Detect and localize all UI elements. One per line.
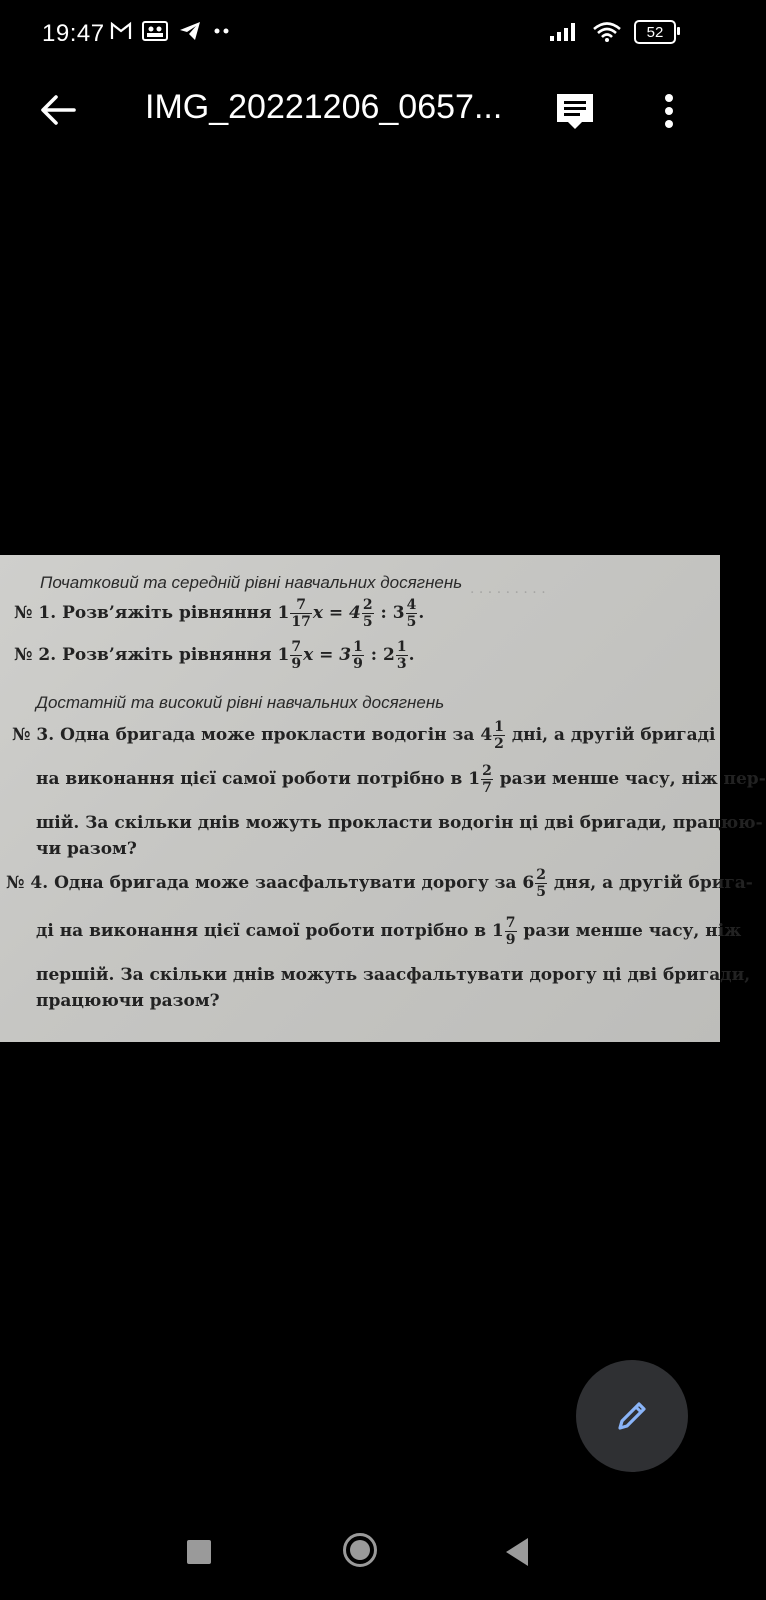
signal-icon bbox=[548, 21, 580, 43]
gmail-icon bbox=[110, 21, 132, 41]
pencil-icon bbox=[612, 1396, 652, 1436]
fraction: $\frac{2}{5}$ bbox=[536, 867, 547, 900]
notification-icons bbox=[110, 20, 232, 42]
arrow-left-icon[interactable] bbox=[36, 88, 80, 132]
nav-back-button[interactable] bbox=[506, 1538, 528, 1566]
telegram-icon bbox=[178, 20, 202, 42]
battery-level: 52 bbox=[646, 23, 664, 41]
comment-icon[interactable] bbox=[552, 88, 598, 134]
fraction: $\frac{2}{5}$ bbox=[362, 597, 373, 630]
status-bar bbox=[0, 0, 720, 70]
problem-3-line-3: шій. За скільки днів можуть прокласти водогін ці дві бригади, працюю- bbox=[36, 813, 763, 833]
status-time: 19:47 bbox=[42, 20, 105, 47]
battery-icon bbox=[634, 20, 676, 44]
section-heading-advanced: Достатній та високий рівні навчальних досягнень bbox=[36, 693, 445, 712]
recents-button[interactable] bbox=[187, 1540, 211, 1564]
problem-2: № 2. Розв’яжіть рівняння 1 $\frac{7}{9}$ x = 3 $\frac{1}{9}$ : 2 $\frac{1}{3}$ . bbox=[14, 639, 415, 672]
fraction: $\frac{4}{5}$ bbox=[406, 597, 417, 630]
group-icon bbox=[142, 20, 168, 42]
home-button[interactable] bbox=[343, 1533, 377, 1567]
problem-3-line-2: на виконання цієї самої роботи потрібно в 1 $\frac{2}{7}$ рази менше часу, ніж пер- bbox=[36, 763, 766, 796]
problem-4-line-4: працюючи разом? bbox=[36, 991, 220, 1011]
fraction: $\frac{7}{17}$ bbox=[291, 597, 311, 630]
section-heading-basic: Початковий та середній рівні навчальних досягнень bbox=[40, 573, 463, 592]
problem-4-line-1: № 4. Одна бригада може заасфальтувати дорогу за 6 $\frac{2}{5}$ дня, а другій брига- bbox=[6, 867, 753, 900]
more-vert-icon[interactable] bbox=[654, 88, 684, 134]
fraction: $\frac{1}{9}$ bbox=[353, 639, 363, 672]
wifi-icon bbox=[592, 21, 622, 43]
fraction: $\frac{1}{2}$ bbox=[494, 719, 504, 752]
problem-1: № 1. Розв’яжіть рівняння 1 $\frac{7}{17}$ x = 4 $\frac{2}{5}$ : 3 $\frac{4}{5}$ . bbox=[14, 597, 425, 630]
fraction: $\frac{7}{9}$ bbox=[291, 639, 302, 672]
show-through-text: · · · · · · · · · bbox=[470, 585, 546, 601]
fraction: $\frac{7}{9}$ bbox=[505, 915, 516, 948]
problem-4-line-2: ді на виконання цієї самої роботи потрібно в 1 $\frac{7}{9}$ рази менше часу, ніж bbox=[36, 915, 742, 948]
app-bar bbox=[0, 70, 720, 150]
problem-4-line-3: першій. За скільки днів можуть заасфальтувати дорогу ці дві бригади, bbox=[36, 965, 751, 985]
problem-3-line-1: № 3. Одна бригада може прокласти водогін за 4 $\frac{1}{2}$ дні, а другій бригаді bbox=[12, 719, 716, 752]
document-image bbox=[0, 555, 766, 1042]
system-icons bbox=[548, 20, 676, 44]
problem-3-line-4: чи разом? bbox=[36, 839, 137, 859]
fraction: $\frac{2}{7}$ bbox=[482, 763, 492, 796]
edit-button[interactable] bbox=[576, 1360, 688, 1472]
more-notifications-icon bbox=[212, 26, 232, 36]
fraction: $\frac{1}{3}$ bbox=[396, 639, 407, 672]
file-title: IMG_20221206_0657... bbox=[145, 88, 503, 126]
